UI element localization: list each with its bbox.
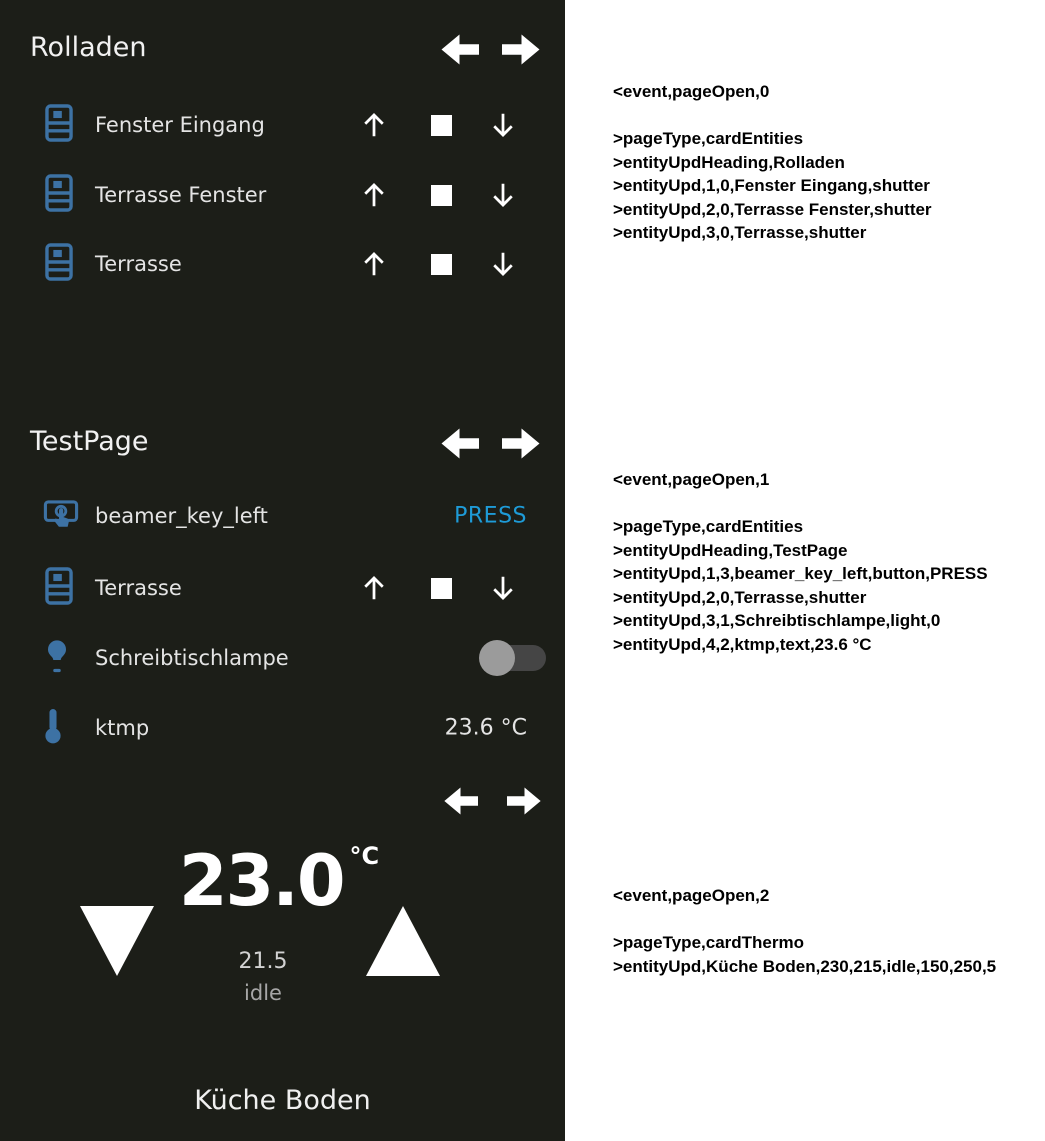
log-line: >pageType,cardEntities bbox=[613, 517, 804, 536]
page-title: TestPage bbox=[30, 426, 149, 457]
entity-label: Schreibtischlampe bbox=[95, 646, 289, 670]
hvac-state: idle bbox=[244, 981, 282, 1005]
entity-label: Terrasse Fenster bbox=[95, 183, 267, 207]
entity-label: Terrasse bbox=[95, 252, 182, 276]
arrow-up-icon bbox=[359, 179, 389, 211]
log-line: >entityUpdHeading,TestPage bbox=[613, 540, 848, 560]
thermostat-title: Küche Boden bbox=[194, 1085, 371, 1116]
log-line: >entityUpd,2,0,Terrasse,shutter bbox=[613, 587, 867, 607]
entity-row bbox=[0, 242, 565, 286]
window-shutter-icon bbox=[42, 566, 76, 610]
arrow-right-icon bbox=[502, 427, 541, 460]
log-line: >pageType,cardThermo bbox=[613, 933, 804, 952]
shutter-down-button[interactable] bbox=[485, 246, 521, 282]
page-next-button[interactable] bbox=[507, 786, 542, 816]
log-lines bbox=[613, 515, 988, 656]
triangle-down-icon bbox=[80, 906, 154, 976]
sensor-value: 23.6 °C bbox=[444, 715, 527, 741]
arrow-right-icon bbox=[507, 786, 542, 816]
entity-label: Fenster Eingang bbox=[95, 113, 265, 137]
window-shutter-icon bbox=[42, 242, 76, 286]
window-shutter-icon bbox=[42, 173, 76, 217]
log-block-page1 bbox=[613, 468, 988, 656]
temp-increase-button[interactable] bbox=[366, 906, 440, 976]
window-shutter-icon bbox=[42, 103, 76, 147]
press-button[interactable]: PRESS bbox=[454, 503, 527, 529]
log-block-page2 bbox=[613, 884, 996, 978]
arrow-left-icon bbox=[440, 33, 479, 66]
shutter-up-button[interactable] bbox=[356, 246, 392, 282]
page-prev-button[interactable] bbox=[440, 427, 479, 460]
shutter-down-button[interactable] bbox=[485, 107, 521, 143]
stop-square-icon bbox=[431, 578, 452, 599]
temp-decrease-button[interactable] bbox=[80, 906, 154, 976]
lightbulb-icon bbox=[42, 638, 72, 678]
arrow-left-icon bbox=[443, 786, 478, 816]
log-line: >entityUpd,Küche Boden,230,215,idle,150,250,5 bbox=[613, 956, 997, 976]
log-line: >pageType,cardEntities bbox=[613, 129, 804, 148]
log-lines bbox=[613, 127, 932, 245]
shutter-stop-button[interactable] bbox=[423, 246, 459, 282]
log-event-line: <event,pageOpen,0 bbox=[613, 82, 770, 101]
log-line: >entityUpd,2,0,Terrasse Fenster,shutter bbox=[613, 199, 932, 219]
log-block-page0 bbox=[613, 80, 932, 245]
shutter-stop-button[interactable] bbox=[423, 570, 459, 606]
arrow-down-icon bbox=[488, 572, 518, 604]
thermometer-icon bbox=[42, 707, 64, 749]
page-prev-button[interactable] bbox=[440, 33, 479, 66]
page-next-button[interactable] bbox=[502, 427, 541, 460]
arrow-down-icon bbox=[488, 109, 518, 141]
log-line: >entityUpd,4,2,ktmp,text,23.6 °C bbox=[613, 634, 872, 654]
arrow-left-icon bbox=[440, 427, 479, 460]
log-event-line: <event,pageOpen,1 bbox=[613, 470, 770, 489]
entity-label: ktmp bbox=[95, 716, 150, 740]
shutter-up-button[interactable] bbox=[356, 177, 392, 213]
log-line: >entityUpd,3,1,Schreibtischlampe,light,0 bbox=[613, 611, 941, 630]
log-lines bbox=[613, 931, 996, 978]
shutter-down-button[interactable] bbox=[485, 177, 521, 213]
arrow-right-icon bbox=[502, 33, 541, 66]
log-line: >entityUpd,1,3,beamer_key_left,button,PRESS bbox=[613, 564, 988, 583]
gesture-tap-button-icon bbox=[42, 497, 80, 535]
shutter-down-button[interactable] bbox=[485, 570, 521, 606]
shutter-stop-button[interactable] bbox=[423, 107, 459, 143]
page-prev-button[interactable] bbox=[443, 786, 478, 816]
light-toggle[interactable] bbox=[482, 645, 546, 671]
arrow-down-icon bbox=[488, 248, 518, 280]
log-line: >entityUpdHeading,Rolladen bbox=[613, 152, 845, 172]
entity-row bbox=[0, 636, 565, 680]
entity-label: Terrasse bbox=[95, 576, 182, 600]
log-line: >entityUpd,1,0,Fenster Eingang,shutter bbox=[613, 176, 930, 195]
triangle-up-icon bbox=[366, 906, 440, 976]
arrow-up-icon bbox=[359, 248, 389, 280]
entity-row bbox=[0, 173, 565, 217]
shutter-stop-button[interactable] bbox=[423, 177, 459, 213]
stop-square-icon bbox=[431, 185, 452, 206]
target-temperature: 21.5 bbox=[238, 949, 288, 974]
arrow-up-icon bbox=[359, 109, 389, 141]
stop-square-icon bbox=[431, 115, 452, 136]
page-title: Rolladen bbox=[30, 32, 147, 63]
arrow-down-icon bbox=[488, 179, 518, 211]
entity-row bbox=[0, 494, 565, 538]
temperature-unit: °C bbox=[349, 842, 380, 870]
shutter-up-button[interactable] bbox=[356, 570, 392, 606]
log-line: >entityUpd,3,0,Terrasse,shutter bbox=[613, 223, 867, 242]
toggle-knob bbox=[479, 640, 515, 676]
log-event-line: <event,pageOpen,2 bbox=[613, 886, 770, 905]
arrow-up-icon bbox=[359, 572, 389, 604]
stop-square-icon bbox=[431, 254, 452, 275]
shutter-up-button[interactable] bbox=[356, 107, 392, 143]
page-next-button[interactable] bbox=[502, 33, 541, 66]
entity-row bbox=[0, 566, 565, 610]
current-temperature-value: 23.0 bbox=[178, 840, 344, 922]
entity-row bbox=[0, 103, 565, 147]
entity-row bbox=[0, 706, 565, 750]
entity-label: beamer_key_left bbox=[95, 504, 268, 528]
